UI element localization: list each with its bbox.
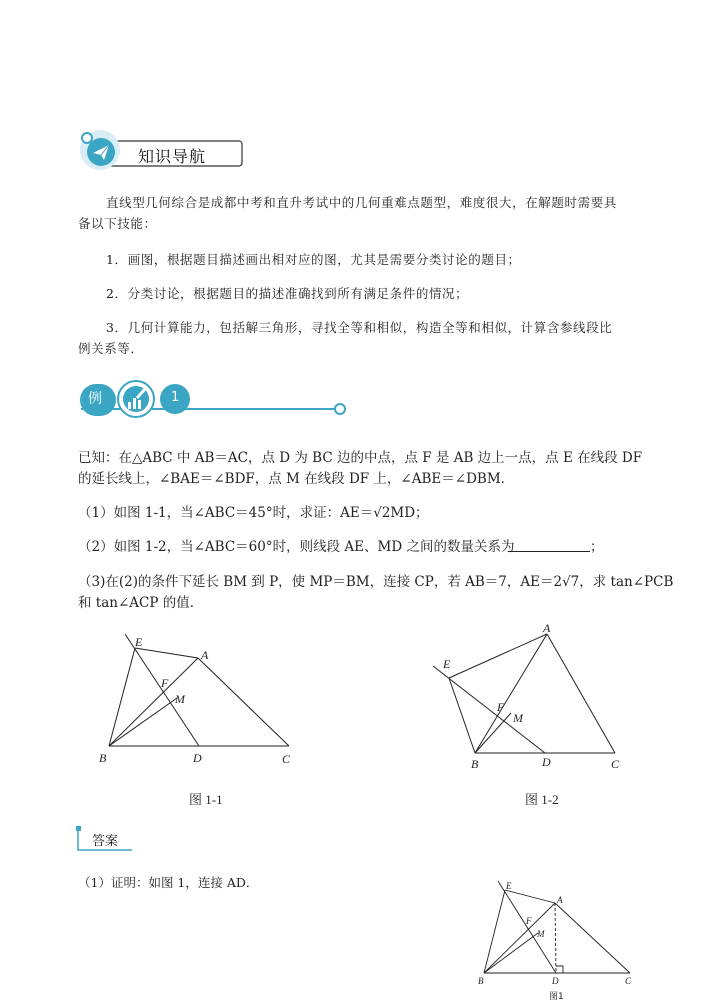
segment-ea xyxy=(135,648,198,658)
label-c: C xyxy=(625,976,632,986)
question-3a: （3)在(2)的条件下延长 BM 到 P，使 MP＝BM，连接 CP，若 AB＝7，AE＝2√7，求 tan∠PCB xyxy=(78,574,674,590)
segment-bm xyxy=(484,933,538,973)
label-f: F xyxy=(161,676,169,690)
intro-item-3b: 例关系等． xyxy=(78,341,144,356)
label-f: F xyxy=(526,916,532,926)
label-e: E xyxy=(443,657,451,671)
label-c: C xyxy=(282,752,291,766)
label-d: D xyxy=(552,976,559,986)
label-m: M xyxy=(513,711,523,725)
answer-blank xyxy=(508,551,590,552)
label-a: A xyxy=(557,895,563,905)
label-e: E xyxy=(506,881,512,891)
label-b: B xyxy=(99,751,107,765)
segment-be xyxy=(109,648,135,746)
label-c: C xyxy=(611,757,620,771)
intro-item-1: 1．画图，根据题目描述画出相对应的图，尤其是需要分类讨论的题目； xyxy=(106,252,521,267)
segment-bm xyxy=(109,698,177,746)
segment-be xyxy=(484,890,505,973)
segment-ac xyxy=(198,658,289,746)
line-df xyxy=(125,634,199,746)
segment-bm xyxy=(475,713,511,753)
problem-line-2: 的延长线上，∠BAE＝∠BDF，点 M 在线段 DF 上，∠ABE＝∠DBM． xyxy=(78,471,515,487)
question-2: （2）如图 1-2，当∠ABC＝60°时，则线段 AE、MD 之间的数量关系为 xyxy=(78,539,515,555)
figure-1-2 xyxy=(425,620,635,775)
section-title: 知识导航 xyxy=(138,147,207,166)
figure-1-1 xyxy=(95,628,305,768)
line-df xyxy=(433,666,545,753)
segment-ad xyxy=(555,903,556,973)
answer-tag: 答案 xyxy=(92,834,119,849)
segment-ac xyxy=(547,634,615,753)
intro-item-3a: 3．几何计算能力，包括解三角形，寻找全等和相似，构造全等和相似，计算含参线段比 xyxy=(106,320,613,335)
answer-line-1: （1）证明：如图 1，连接 AD． xyxy=(78,875,259,890)
segment-ea xyxy=(449,634,547,678)
example-number: 1 xyxy=(171,390,180,405)
right-angle-mark xyxy=(556,966,563,973)
intro-line-1: 直线型几何综合是成都中考和直升考试中的几何重难点题型，难度很大，在解题时需要具 xyxy=(106,195,617,210)
label-m: M xyxy=(537,929,545,939)
segment-ac xyxy=(555,903,630,973)
segment-be xyxy=(449,678,475,753)
question-3b: 和 tan∠ACP 的值． xyxy=(78,595,204,611)
intro-item-2: 2．分类讨论，根据题目的描述准确找到所有满足条件的情况； xyxy=(106,286,469,301)
segment-ba xyxy=(475,634,547,753)
figure-1-1-caption: 图 1-1 xyxy=(189,792,223,807)
label-b: B xyxy=(478,976,484,986)
label-e: E xyxy=(135,635,143,649)
intro-line-2: 备以下技能： xyxy=(78,216,157,231)
figure-1 xyxy=(470,876,640,1004)
label-a: A xyxy=(543,621,551,635)
figure-1-caption: 图1 xyxy=(549,992,564,1002)
problem-line-1: 已知：在△ABC 中 AB＝AC，点 D 为 BC 边的中点，点 F 是 AB 边上一点，点 E 在线段 DF xyxy=(78,450,643,466)
question-1: （1）如图 1-1，当∠ABC＝45°时，求证：AE＝√2MD； xyxy=(78,505,429,521)
figure-1-2-caption: 图 1-2 xyxy=(525,792,559,807)
label-d: D xyxy=(542,755,551,769)
label-m: M xyxy=(175,692,185,706)
segment-ea xyxy=(505,890,555,903)
example-tag: 例 xyxy=(88,391,102,407)
label-b: B xyxy=(471,757,479,771)
label-f: F xyxy=(497,700,505,714)
label-d: D xyxy=(193,751,202,765)
question-2-end: ； xyxy=(590,539,604,555)
label-a: A xyxy=(201,648,209,662)
example-banner xyxy=(76,378,351,420)
line-df xyxy=(498,881,556,973)
